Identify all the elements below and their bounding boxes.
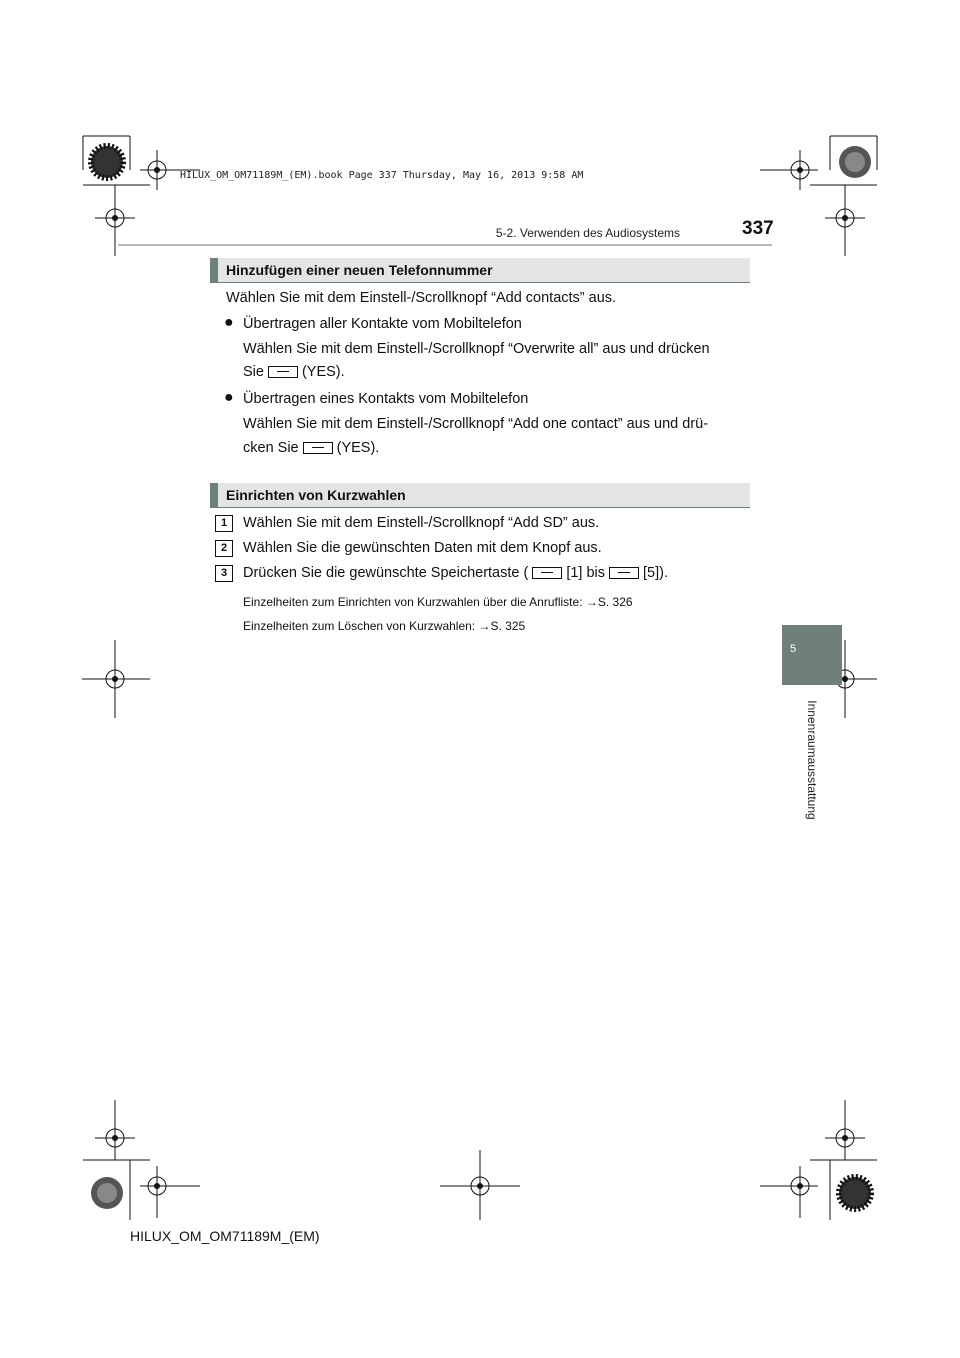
note-call-history: Einzelheiten zum Einrichten von Kurzwahlen über die Anrufliste: →S. 326 (243, 595, 633, 609)
section-heading-add-number: Hinzufügen einer neuen Telefonnummer (210, 258, 750, 283)
preset-button-icon (609, 567, 639, 579)
section1-intro: Wählen Sie mit dem Einstell-/Scrollknopf “Add contacts” aus. (226, 290, 617, 306)
step-number: 2 (215, 540, 233, 557)
footer-code: HILUX_OM_OM71189M_(EM) (130, 1228, 320, 1244)
section-heading-speed-dial: Einrichten von Kurzwahlen (210, 483, 750, 508)
bullet2-line2 (243, 440, 379, 456)
bullet2-line2-pre: cken Sie (243, 440, 299, 456)
note-delete-speed-dial: Einzelheiten zum Löschen von Kurzwahlen: →S. 325 (243, 619, 526, 633)
bullet1-line2-pre: Sie (243, 364, 264, 380)
bullet1-line2 (243, 364, 345, 380)
bullet2-line2-post: (YES). (336, 440, 380, 456)
step-number: 3 (215, 565, 233, 582)
step-3-mid: [1] bis (566, 565, 606, 581)
step-2-text: Wählen Sie die gewünschten Daten mit dem Knopf aus. (243, 540, 602, 556)
page-number: 337 (742, 218, 774, 239)
running-header-section: 5-2. Verwenden des Audiosystems (495, 226, 680, 240)
header-rule (118, 244, 772, 246)
chapter-label: Innenraumausstattung (805, 700, 819, 820)
step-3-pre: Drücken Sie die gewünschte Speichertaste ( (243, 565, 529, 581)
step-3-post: [5]). (643, 565, 668, 581)
step-3-text (243, 565, 668, 581)
bullet1-line1: Wählen Sie mit dem Einstell-/Scrollknopf “Overwrite all” aus und drücken (243, 341, 710, 357)
step-1-text: Wählen Sie mit dem Einstell-/Scrollknopf “Add SD” aus. (243, 515, 600, 531)
step-number: 1 (215, 515, 233, 532)
chapter-tab (782, 625, 842, 685)
book-file-line: HILUX_OM_OM71189M_(EM).book Page 337 Thursday, May 16, 2013 9:58 AM (180, 170, 584, 181)
bullet-icon: ● (224, 314, 234, 331)
bullet2-title: Übertragen eines Kontakts vom Mobiltelefon (243, 391, 529, 407)
bullet2-line1: Wählen Sie mit dem Einstell-/Scrollknopf “Add one contact” aus und drü- (243, 416, 709, 432)
preset-button-icon (532, 567, 562, 579)
yes-button-icon (303, 442, 333, 454)
yes-button-icon (268, 366, 298, 378)
bullet1-line2-post: (YES). (301, 364, 345, 380)
bullet-icon: ● (224, 389, 234, 406)
chapter-number: 5 (790, 643, 797, 655)
bullet1-title: Übertragen aller Kontakte vom Mobiltelefon (243, 316, 522, 332)
